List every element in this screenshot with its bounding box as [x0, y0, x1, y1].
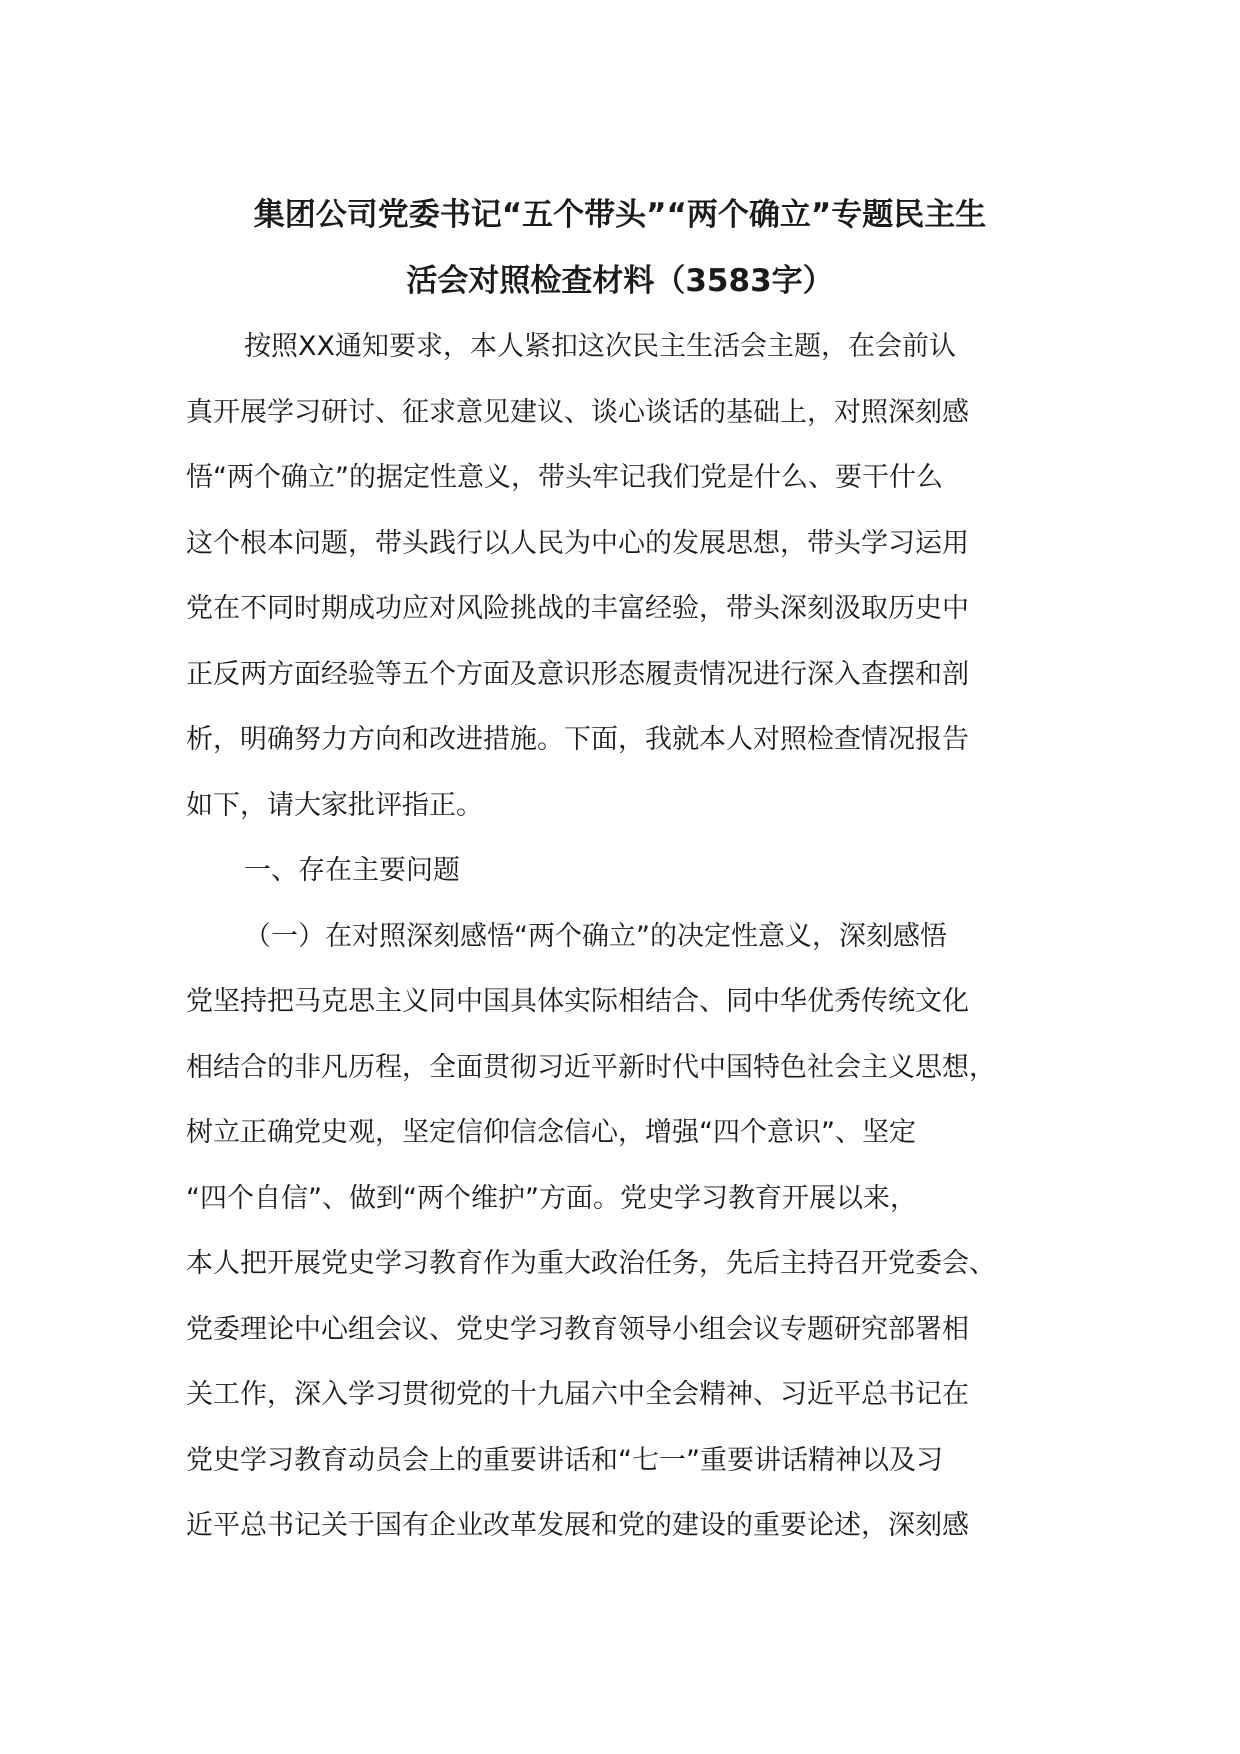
- paragraph-line: 相结合的非凡历程，全面贯彻习近平新时代中国特色社会主义思想，: [186, 1051, 996, 1083]
- title-line-2: 活会对照检查材料（3583字）: [406, 263, 834, 299]
- paragraph-line: 悟“两个确立”的据定性意义，带头牢记我们党是什么、要干什么: [186, 462, 943, 493]
- paragraph-line: “四个自信”、做到“两个维护”方面。党史学习教育开展以来，: [186, 1182, 917, 1214]
- paragraph-line: 析，明确努力方向和改进措施。下面，我就本人对照检查情况报告: [186, 724, 969, 755]
- paragraph-line: 党坚持把马克思主义同中国具体实际相结合、同中华优秀传统文化: [186, 986, 969, 1017]
- paragraph-line: 如下，请大家批评指正。: [186, 789, 483, 821]
- paragraph-line: 按照XX通知要求，本人紧扣这次民主生活会主题，在会前认: [244, 331, 956, 362]
- paragraph-line: 关工作，深入学习贯彻党的十九届六中全会精神、习近平总书记在: [186, 1379, 969, 1410]
- section-heading: 一、存在主要问题: [244, 855, 460, 886]
- title-line-1: 集团公司党委书记“五个带头”“两个确立”专题民主生: [253, 197, 987, 233]
- document-body: [186, 314, 1076, 1559]
- paragraph-line: 正反两方面经验等五个方面及意识形态履责情况进行深入查摆和剖: [186, 658, 969, 690]
- paragraph-line: 近平总书记关于国有企业改革发展和党的建设的重要论述，深刻感: [186, 1510, 969, 1541]
- paragraph-line: 党史学习教育动员会上的重要讲话和“七一”重要讲话精神以及习: [186, 1444, 943, 1476]
- paragraph-line: 党委理论中心组会议、党史学习教育领导小组会议专题研究部署相: [186, 1313, 969, 1345]
- paragraph-line: 本人把开展党史学习教育作为重大政治任务，先后主持召开党委会、: [186, 1248, 996, 1279]
- paragraph-line: （一）在对照深刻感悟“两个确立”的决定性意义，深刻感悟: [244, 920, 947, 952]
- paragraph-line: 党在不同时期成功应对风险挑战的丰富经验，带头深刻汲取历史中: [186, 593, 969, 624]
- paragraph-line: 树立正确党史观，坚定信仰信念信心，增强“四个意识”、坚定: [186, 1117, 916, 1148]
- document-title: [160, 182, 1080, 314]
- paragraph-line: 这个根本问题，带头践行以人民为中心的发展思想，带头学习运用: [186, 527, 969, 559]
- paragraph-line: 真开展学习研讨、征求意见建议、谈心谈话的基础上，对照深刻感: [186, 396, 969, 428]
